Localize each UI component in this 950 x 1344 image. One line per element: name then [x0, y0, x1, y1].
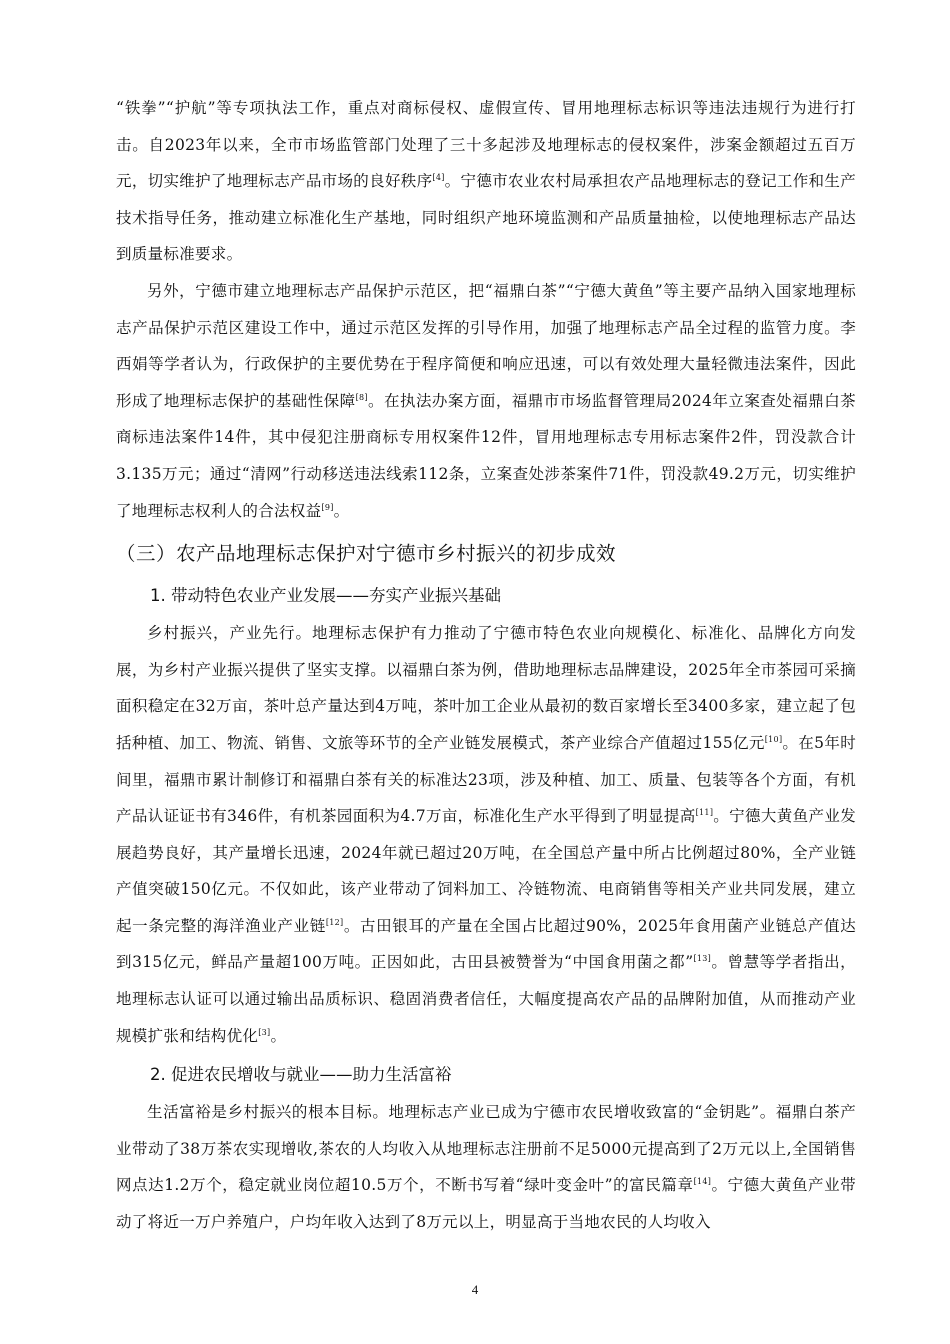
paragraph-text: 生活富裕是乡村振兴的根本目标。地理标志产业已成为宁德市农民增收致富的“金钥匙”。福鼎白茶产业带动了38万茶农实现增收,茶农的人均收入从地理标志注册前不足5000元提高到了2万元以上,全国销售网点达1.2万个，稳定就业岗位超10.5万个，不断书写着“绿叶变金叶”的富民篇章 [116, 1103, 856, 1195]
paragraph-demonstration-zone [116, 273, 856, 529]
citation-ref: [11] [695, 807, 714, 817]
citation-ref: [4] [432, 173, 445, 183]
paragraph-industry [116, 615, 856, 1054]
citation-ref: [13] [693, 954, 712, 964]
paragraph-text: 。宁德大黄鱼产业带动了将近一万户养殖户，户均年收入达到了8万元以上，明显高于当地农民的人均收入 [116, 1176, 857, 1232]
paragraph-text: 。宁德大黄鱼产业发展趋势良好，其产量增长迅速，2024年就已超过20万吨，在全国总产量中所占比例超过80%，全产业链产值突破150亿元。不仅如此，该产业带动了饲料加工、冷链物流、电商销售等相关产业共同发展，建立起一条完整的海洋渔业产业链 [116, 807, 857, 935]
citation-ref: [9] [321, 502, 334, 512]
page-number: 4 [471, 1282, 479, 1297]
citation-ref: [3] [258, 1027, 271, 1037]
paragraph-income [116, 1094, 856, 1240]
paragraph-text: 另外，宁德市建立地理标志产品保护示范区，把“福鼎白茶”“宁德大黄鱼”等主要产品纳入国家地理标志产品保护示范区建设工作中，通过示范区发挥的引导作用，加强了地理标志产品全过程的监管力度。李西娟等学者认为，行政保护的主要优势在于程序简便和响应迅速，可以有效处理大量轻微违法案件，因此形成了地理标志保护的基础性保障 [116, 281, 856, 410]
paragraph-text: 。宁德市农业农村局承担农产品地理标志的登记工作和生产技术指导任务，推动建立标准化生产基地，同时组织产地环境监测和产品质量抽检，以使地理标志产品达到质量标准要求。 [116, 172, 856, 264]
paragraph-text: 。古田银耳的产量在全国占比超过90%，2025年食用菌产业链总产值达到315亿元，鲜品产量超100万吨。正因如此，古田县被赞誉为“中国食用菌之都” [116, 916, 856, 972]
paragraph-text: 。在5年时间里，福鼎市累计制修订和福鼎白茶有关的标准达23项，涉及种植、加工、质量、包装等各个方面，有机产品认证证书有346件，有机茶园面积为4.7万亩，标准化生产水平得到了明显提高 [116, 733, 856, 826]
section-heading: （三）农产品地理标志保护对宁德市乡村振兴的初步成效 [116, 542, 617, 566]
paragraph-enforcement [116, 90, 856, 273]
paragraph-text: 。 [270, 1026, 287, 1045]
paragraph-text: 。曾慧等学者指出，地理标志认证可以通过输出品质标识、稳固消费者信任，大幅度提高农产品的品牌附加值，从而推动产业规模扩张和结构优化 [116, 953, 856, 1045]
paragraph-text: 。在执法办案方面，福鼎市市场监督管理局2024年立案查处福鼎白茶商标违法案件14件，其中侵犯注册商标专用权案件12件，冒用地理标志专用标志案件2件，罚没款合计3.135万元；通过“清网”行动移送违法线索112条，立案查处涉茶案件71件，罚没款49.2万元，切实维护了地理标志权利人的合法权益 [116, 391, 856, 520]
citation-ref: [14] [693, 1177, 712, 1187]
subsection-heading-1: 1. 带动特色农业产业发展——夯实产业振兴基础 [150, 586, 501, 606]
citation-ref: [8] [355, 392, 368, 402]
paragraph-text: 乡村振兴，产业先行。地理标志保护有力推动了宁德市特色农业向规模化、标准化、品牌化方向发展，为乡村产业振兴提供了坚实支撑。以福鼎白茶为例，借助地理标志品牌建设，2025年全市茶园可采摘面积稳定在32万亩，茶叶总产量达到4万吨，茶叶加工企业从最初的数百家增长至3400多家，建立起了包括种植、加工、物流、销售、文旅等环节的全产业链发展模式，茶产业综合产值超过155亿元 [116, 624, 856, 752]
document-body [116, 90, 856, 1241]
subsection-heading-2: 2. 促进农民增收与就业——助力生活富裕 [150, 1065, 452, 1085]
citation-ref: [10] [764, 734, 783, 744]
citation-ref: [12] [325, 917, 344, 927]
paragraph-text: 。 [333, 501, 350, 520]
paragraph-text: “铁拳”“护航”等专项执法工作，重点对商标侵权、虚假宣传、冒用地理标志标识等违法违规行为进行打击。自2023年以来，全市市场监管部门处理了三十多起涉及地理标志的侵权案件，涉案金额超过五百万元，切实维护了地理标志产品市场的良好秩序 [116, 99, 856, 191]
